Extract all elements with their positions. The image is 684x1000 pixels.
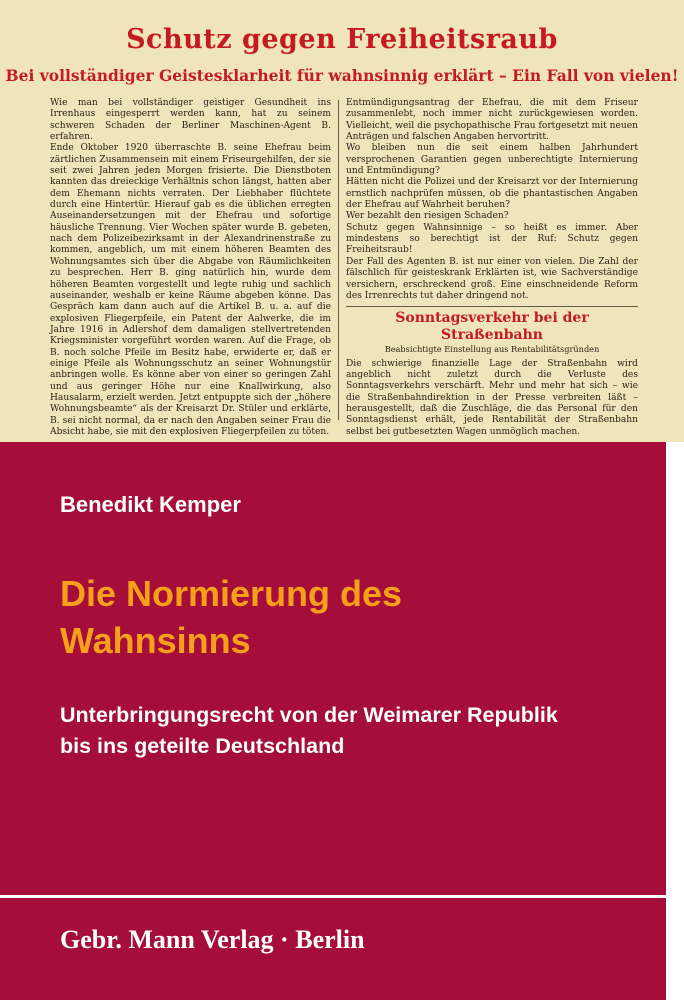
clipping-second-headline: Sonntagsverkehr bei der Straßenbahn [395,310,589,344]
clipping-subheadline: Bei vollständiger Geistesklarheit für wahnsinnig erklärt – Ein Fall von vielen! [5,66,679,85]
clipping-left-column [50,98,331,437]
clipping-paragraph: Die schwierige finanzielle Lage der Straßenbahn wird angeblich nicht zuletzt durch die Verluste des Sonntagsverkehrs verschärft. Mehr und mehr hat sich – wie die Straßenbahndirektion in der Presse verbreiten läßt – herausgestellt, daß die Zuschläge, die das Personal für den Sonntagsdienst erhält, jede Rentabilität der Straßenbahn selbst bei gutbesetzten Wagen unmöglich machen. [346,358,638,437]
clipping-paragraph: Wo bleiben nun die seit einem halben Jahrhundert versprochenen Garantien gegen unberechtigte Internierung und Entmündigung? [346,143,638,177]
book-title-line: Die Normierung des [60,573,403,614]
clipping-right-column [346,98,638,437]
column-divider [338,100,339,420]
book-subtitle [60,700,650,762]
clipping-separator [346,306,638,307]
white-edge-strip [666,442,684,1000]
author-name: Benedikt Kemper [60,492,241,517]
clipping-paragraph: Ende Oktober 1920 überraschte B. seine Ehefrau beim zärtlichen Zusammensein mit einem Friseurgehilfen, der sie seit zwei Jahren jeden Morgen frisierte. Die Dienstboten kannten das dreieckige Verhältnis schon längst, hatten aber dem Ehemann nichts verraten. Der Liebhaber flüchtete durch eine Hintertür. Hierauf gab es die üblichen erregten Auseinandersetzungen mit der Ehefrau und sofortige häusliche Trennung. Vier Wochen später wurde B. gebeten, nach dem Polizeibezirksamt in der Alexandrinenstraße zu kommen, angeblich, um mit einem höheren Beamten des Wohnungsamtes sich über die Abgabe von Räumlichkeiten zu besprechen. Herr B. ging natürlich hin, wurde dem höheren Beamten vorgestellt und legte ruhig und sachlich auseinander, weshalb er keine Räume abgeben könne. Das Gespräch kam dann auch auf die Artikel B. u. a. auf die explosiven Fliegerpfeile, ein Patent der Aalwerke, die im Jahre 1916 in Adlershof dem damaligen stellvertretenden Kriegsminister vorgeführt worden waren. Auf die Frage, ob B. noch solche Pfeile im Besitz habe, erwiderte er, daß er einige Pfeile als Wohnungsschutz an seiner Wohnungstür anbringen wolle. Es könne aber von einer so geringen Zahl und aus geringer Höhe nur eine Knallwirkung, also Hausalarm, erzielt werden. Jetzt entpuppte sich der „höhere Wohnungsbeamte“ als der Kreisarzt Dr. Stüler und erklärte, B. sei nicht normal, da er nach den Angaben seiner Frau die Absicht habe, sie mit den explosiven Fliegerpfeilen zu töten. [50,143,331,437]
newspaper-clipping [0,0,684,442]
clipping-paragraph: Der Fall des Agenten B. ist nur einer von vielen. Die Zahl der fälschlich für geisteskrank Erklärten ist, wie Sachverständige versichern, erschreckend groß. Eine einschneidende Reform des Irrenrechts tut daher dringend not. [346,256,638,301]
clipping-headline: Schutz gegen Freiheitsraub [126,24,558,55]
clipping-paragraph: Schutz gegen Wahnsinnige – so heißt es immer. Aber mindestens so berechtigt ist der Ruf: Schutz gegen Freiheitsraub! [346,222,638,256]
book-subtitle-line: Unterbringungsrecht von der Weimarer Republik [60,703,558,727]
book-title-line: Wahnsinns [60,620,251,661]
book-title [60,570,650,664]
divider-rule [0,895,666,898]
clipping-paragraph: Wie man bei vollständiger geistiger Gesundheit ins Irrenhaus eingesperrt werden kann, hat zu seinem schweren Schaden der Berliner Maschinen-Agent B. erfahren. [50,98,331,143]
book-subtitle-line: bis ins geteilte Deutschland [60,734,345,758]
clipping-paragraph: Wer bezahlt den riesigen Schaden? [346,211,509,222]
clipping-paragraph: Entmündigungsantrag der Ehefrau, die mit dem Friseur zusammenlebt, noch immer nicht zurückgewiesen worden. Vielleicht, weil die psychopathische Frau fortgesetzt mit neuen Anträgen und falschen Angaben hervortritt. [346,98,638,143]
clipping-second-subheadline: Beabsichtigte Einstellung aus Rentabilitätsgründen [384,344,600,355]
clipping-paragraph: Hätten nicht die Polizei und der Kreisarzt vor der Internierung ernstlich nachprüfen müssen, ob die phantastischen Angaben der Ehefrau auf Wahrheit beruhen? [346,177,638,211]
publisher-name: Gebr. Mann Verlag · Berlin [60,925,365,954]
